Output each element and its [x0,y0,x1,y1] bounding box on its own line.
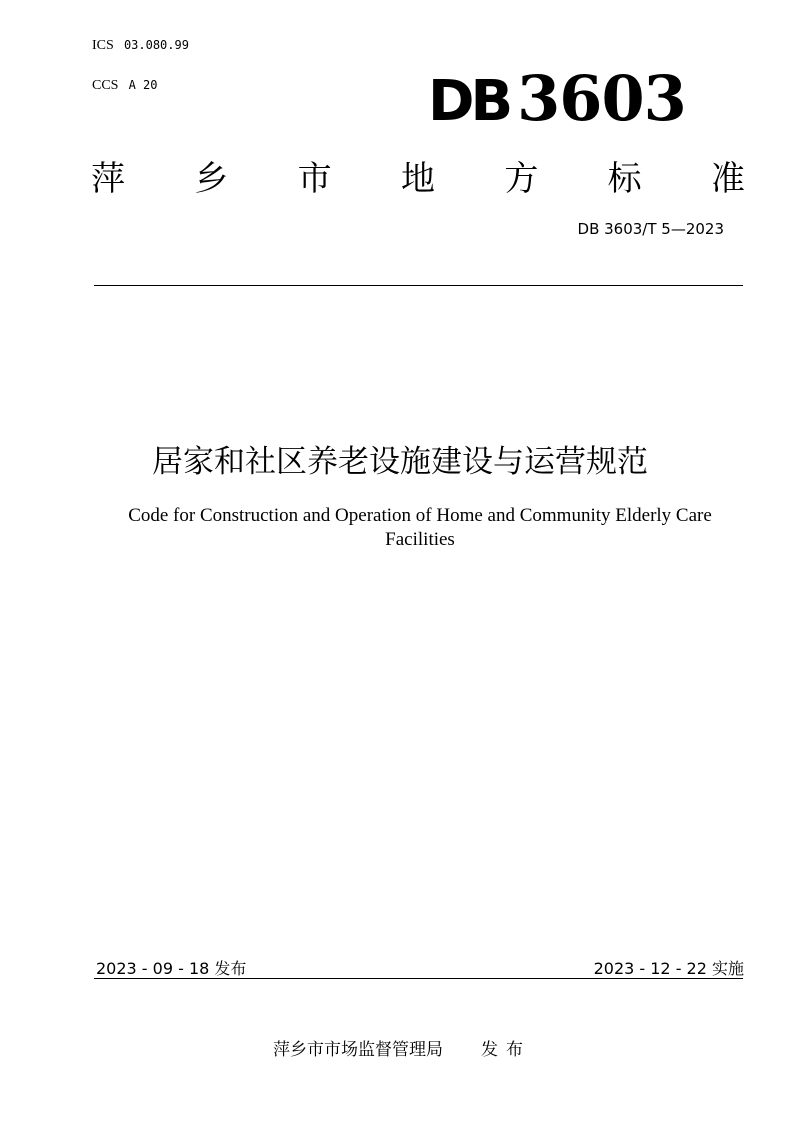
ccs-value: A 20 [128,78,158,92]
standard-type-title [88,150,748,200]
issuer-name: 萍乡市市场监督管理局 [273,1040,443,1060]
publish-date: 2023 - 09 - 18 发布 [96,959,247,978]
standard-type-char: 方 [504,158,539,199]
db-prefix: DB [428,69,510,134]
bottom-divider [94,978,743,979]
standard-type-char: 市 [297,158,332,199]
db-logo [428,64,686,137]
standard-type-char: 准 [710,158,745,199]
standard-type-char: 乡 [194,158,229,199]
standard-type-char: 萍 [91,158,125,199]
implement-date: 2023 - 12 - 22 实施 [593,959,744,978]
standard-type-char: 地 [400,158,435,199]
ics-line [92,38,189,54]
issuer-action: 发布 [481,1040,531,1060]
document-title-en: Code for Construction and Operation of Home and Community Elderly Care Facilities [128,505,712,550]
ccs-label: CCS [92,78,119,93]
ics-label: ICS [92,38,114,53]
issuer-line [273,1035,531,1060]
top-divider [94,285,743,286]
ccs-line [92,78,158,94]
document-title-cn: 居家和社区养老设施建设与运营规范 [152,444,648,480]
standard-number: DB 3603/T 5—2023 [577,220,724,238]
db-number: 3603 [517,62,686,135]
standard-type-char: 标 [607,158,642,199]
ics-value: 03.080.99 [123,38,189,52]
